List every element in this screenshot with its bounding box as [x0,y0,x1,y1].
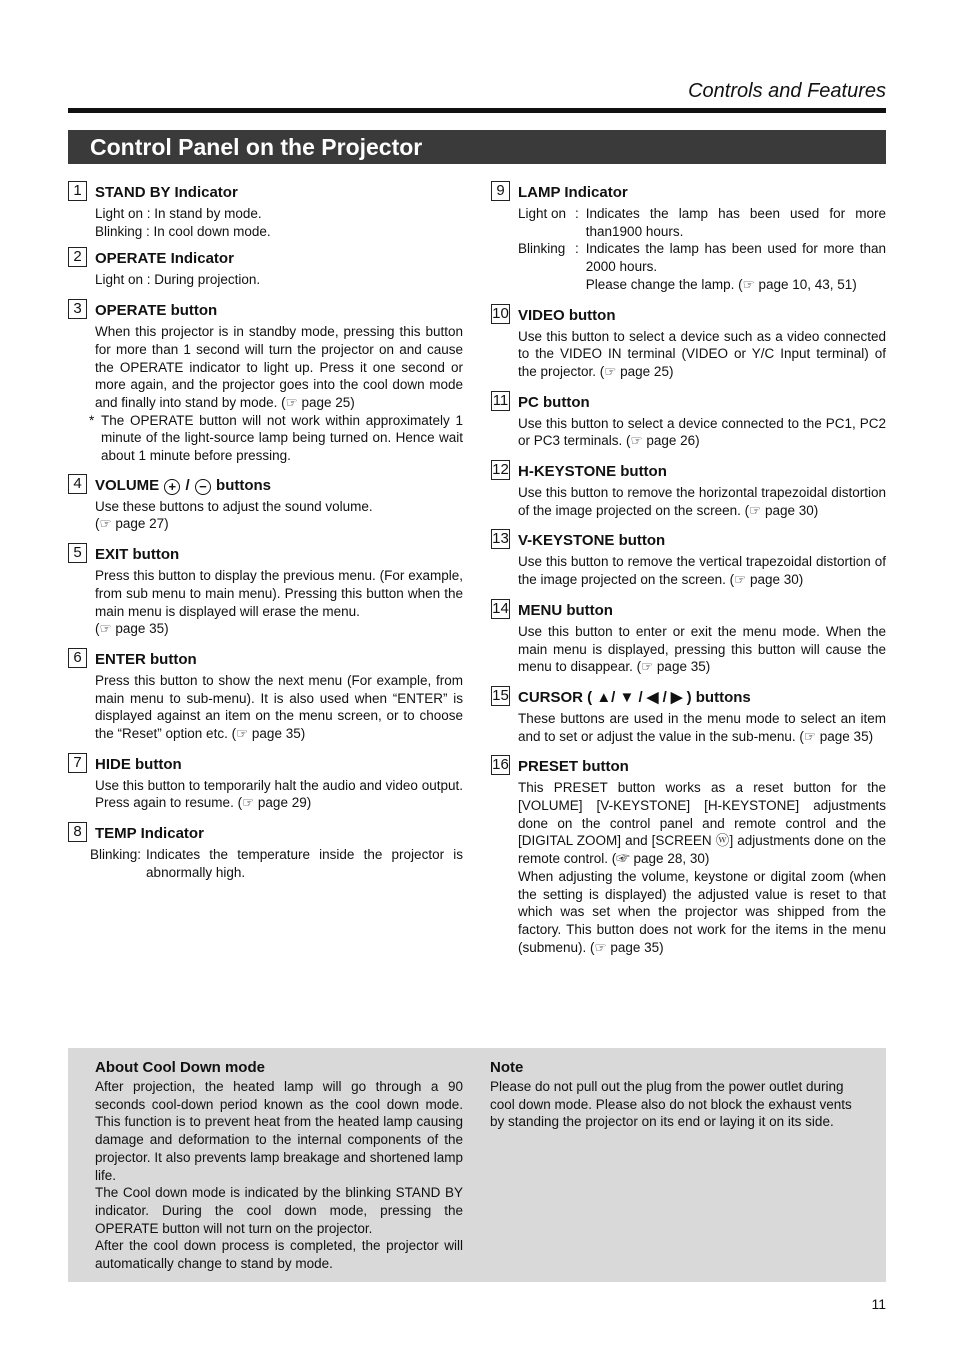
kv-sep: : [575,241,579,257]
item-title: PC button [518,393,590,411]
item-title: HIDE button [95,755,182,773]
item-title: TEMP Indicator [95,825,204,843]
item-operate-button [68,298,463,465]
kv-value: Indicates the lamp has been used for more than1900 hours. [585,206,886,239]
item-ref: (☞ page 35) [95,621,169,637]
item-standby-indicator [68,180,463,240]
item-title: STAND BY Indicator [95,184,238,201]
item-text: Use this button to temporarily halt the audio and video output. Press again to resume. (☞ page 29) [95,777,463,811]
item-title: CURSOR ( ▲/ ▼ / ◀ / ▶ ) buttons [518,688,751,706]
item-number: 8 [68,822,87,842]
item-title: OPERATE Indicator [95,250,234,268]
title-slash: / [185,476,190,494]
item-cursor-buttons [491,685,886,745]
item-title: MENU button [518,601,613,619]
item-number: 11 [492,391,509,409]
item-line: (☞ page 27) [95,516,169,532]
kv-key: Light on [518,206,567,221]
item-title: LAMP Indicator [518,184,628,201]
item-text: Use this button to select a device such as a video connected to the VIDEO IN terminal (VIDEO or Y/C Input terminal) of the projector. (☞ page 25) [518,328,886,379]
item-title: VOLUME [95,476,160,494]
item-number: 2 [68,247,87,267]
item-line: Light on : During projection. [95,272,261,288]
cool-down-p1: After projection, the heated lamp will go through a 90 seconds cool-down period known as the cool down mode. This function is to prevent heat from the heated lamp causing damage and deformation to the internal components of the projector. It also prevents lamp breakage and shortened lamp life. [95,1079,463,1183]
item-text: When this projector is in standby mode, pressing this button for more than 1 second will turn the projector on and cause the OPERATE indicator to light up. Press it one second or more again, and the projector goes into the cool down mode and finally into stand by mode. (☞ page 25) [95,324,463,410]
item-number: 6 [68,648,87,668]
header-rule [68,108,886,113]
kv-sep: : [137,847,142,863]
note-section [490,1058,862,1131]
item-number: 14 [492,599,509,617]
note-text: Please do not pull out the plug from the power outlet during cool down mode. Please also do not block the exhaust vents by standing the projector on its end or laying it on its side. [490,1079,852,1130]
item-text: Use this button to select a device connected to the PC1, PC2 or PC3 terminals. (☞ page 26) [518,415,886,449]
item-number: 16 [492,756,509,774]
item-number: 15 [492,686,509,704]
item-title: EXIT button [95,546,180,564]
cool-down-section [95,1058,463,1273]
item-h-keystone-button [491,459,886,519]
item-line: Blinking : In cool down mode. [95,223,271,239]
page-title: Control Panel on the Projector [90,134,423,160]
item-number: 10 [492,304,509,322]
item-line: Use these buttons to adjust the sound volume. [95,498,373,514]
item-hide-button [68,752,463,812]
kv-key: Blinking [90,847,138,863]
item-title: H-KEYSTONE button [518,463,667,481]
kv-value: Indicates the lamp has been used for more than 2000 hours. [585,241,886,275]
item-title: VIDEO button [518,306,616,324]
minus-icon: − [195,479,211,495]
item-title: ENTER button [95,650,197,668]
item-menu-button [491,598,886,676]
item-pc-button [491,390,886,450]
item-number: 5 [68,543,87,563]
item-preset-button [491,754,886,956]
item-enter-button [68,647,463,743]
kv-key: Blinking [518,241,566,257]
left-column [68,180,463,882]
item-title-suffix: buttons [216,476,272,494]
note-mark: * [89,412,95,428]
title-banner [68,130,886,164]
item-number: 1 [68,181,87,201]
cool-down-p2: The Cool down mode is indicated by the blinking STAND BY indicator. During the cool down mode, pressing the OPERATE button will not turn on the projector. [95,1185,463,1236]
item-text: These buttons are used in the menu mode to select an item and to set or adjust the value in the sub-menu. (☞ page 35) [518,710,886,744]
item-number: 4 [68,474,87,494]
item-operate-indicator [68,246,463,289]
section-title: Controls and Features [688,80,886,102]
kv-sep: : [575,206,579,221]
item-line: Light on : In stand by mode. [95,206,262,221]
plus-icon: + [164,479,180,495]
item-text: Press this button to show the next menu (For example, from main menu to sub-menu). It is also used when “ENTER” is displayed against an item on the menu screen, or to choose the “Reset” option etc. (☞ page 35) [95,672,463,742]
cool-down-title: About Cool Down mode [95,1059,265,1076]
item-number: 3 [68,299,87,319]
info-box [68,1048,886,1282]
item-text: Use this button to enter or exit the menu mode. When the main menu is displayed, pressing this button will cause the menu to disappear. (☞ page 35) [518,623,886,675]
item-text: Use this button to remove the horizontal trapezoidal distortion of the image projected on the screen. (☞ page 30) [518,485,886,518]
item-title: V-KEYSTONE button [518,532,666,550]
item-text: This PRESET button works as a reset button for the [VOLUME] [V-KEYSTONE] [H-KEYSTONE] adjustments done on the control panel and remote control and the [DIGITAL ZOOM] and [SCREEN ⓦ] adjustments done on the remote control. (☞ page 28, 30) [518,780,886,867]
item-text: Press this button to display the previous menu. (For example, from sub menu to main menu). Pressing this button when the main menu is displayed will erase the menu. [95,568,463,619]
item-v-keystone-button [491,528,886,588]
right-column [491,180,886,956]
item-volume-buttons [68,473,463,533]
item-temp-indicator [68,821,463,881]
item-text-2: When adjusting the volume, keystone or digital zoom (when the setting is displayed) the adjusted value is reset to that which was set when the projector was shipped from the factory. This button does not work for the items in the menu (submenu). (☞ page 35) [518,868,886,955]
item-lamp-indicator [491,180,886,294]
page-number: 11 [871,1296,886,1312]
item-number: 7 [68,753,87,773]
item-number: 9 [491,181,510,201]
item-text: Use this button to remove the vertical trapezoidal distortion of the image projected on the screen. (☞ page 30) [518,554,886,588]
kv-value: Indicates the temperature inside the projector is abnormally high. [146,847,463,880]
item-number: 12 [492,461,509,479]
item-note: The OPERATE button will not work within approximately 1 minute of the light-source lamp being turned on. Hence wait about 1 minute before pressing. [101,412,463,464]
cool-down-p3: After the cool down process is completed, the projector will automatically change to stand by mode. [95,1238,463,1272]
item-title: PRESET button [518,758,629,776]
item-title: OPERATE button [95,302,218,320]
kv-extra: Please change the lamp. (☞ page 10, 43, 51) [585,276,857,292]
item-exit-button [68,542,463,638]
item-video-button [491,303,886,381]
note-title: Note [490,1059,524,1076]
item-number: 13 [492,530,509,548]
